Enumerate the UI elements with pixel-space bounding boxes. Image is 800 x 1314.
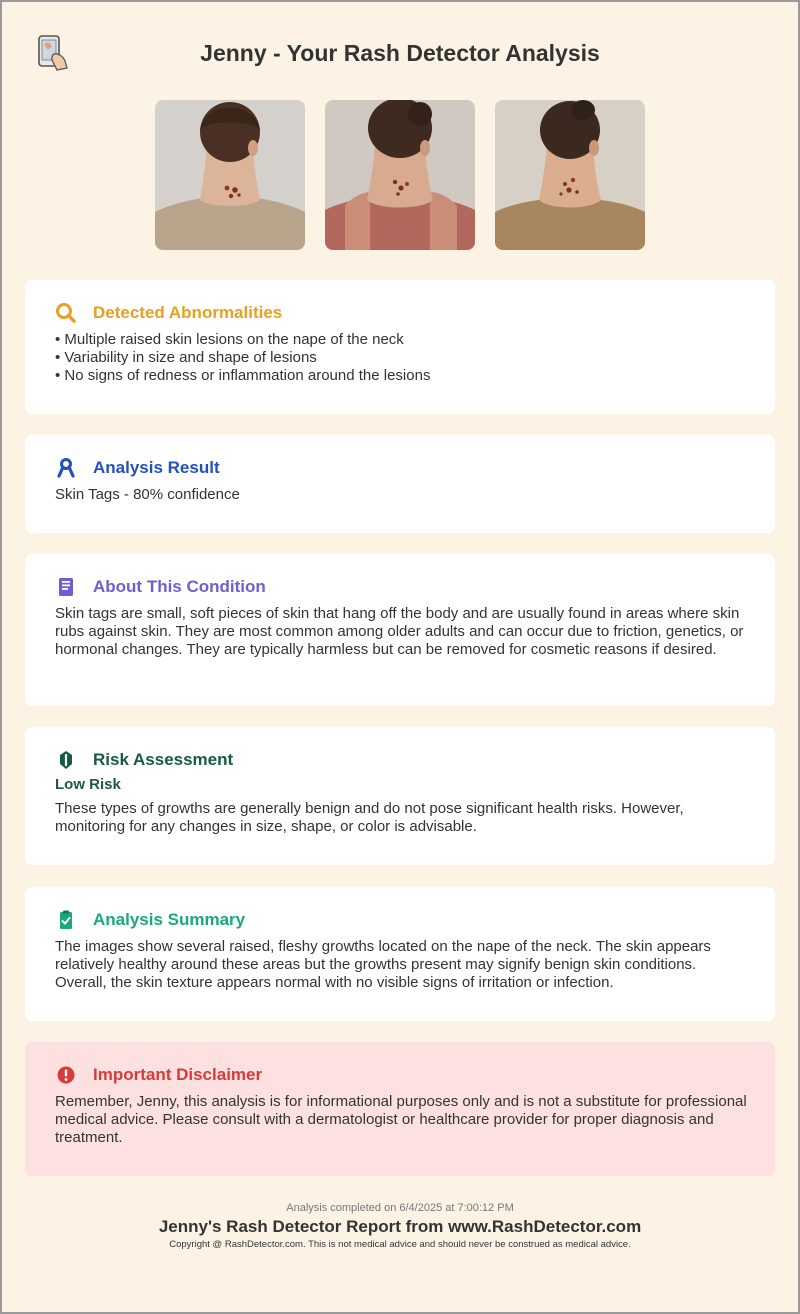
abnormalities-card <box>25 280 775 414</box>
neck-photo-1[interactable] <box>155 100 305 250</box>
risk-level: Low Risk <box>55 776 121 793</box>
analysis-result-heading: Analysis Result <box>93 458 220 477</box>
disclaimer-heading: Important Disclaimer <box>93 1065 263 1084</box>
clipboard-check-icon <box>55 909 77 931</box>
abnormalities-heading: Detected Abnormalities <box>93 303 283 322</box>
magnifier-icon <box>55 302 77 324</box>
footer-title: Jenny's Rash Detector Report from www.RashDetector.com <box>158 1217 642 1236</box>
page-title: Jenny - Your Rash Detector Analysis <box>200 40 600 66</box>
list-item: • Multiple raised skin lesions on the nape of the neck <box>55 331 404 348</box>
about-condition-card <box>25 554 775 706</box>
completed-timestamp: Analysis completed on 6/4/2025 at 7:00:12 PM <box>286 1202 514 1214</box>
analysis-result-card <box>25 435 775 533</box>
disclaimer-text: Remember, Jenny, this analysis is for informational purposes only and is not a substitute for professional medical advice. Please consult with a dermatologist or healthcare provider for proper diagnosis and treatment. <box>55 1093 747 1146</box>
shield-icon <box>55 749 77 771</box>
neck-photo-2[interactable] <box>325 100 475 250</box>
alert-icon <box>55 1064 77 1086</box>
neck-photo-3[interactable] <box>495 100 645 250</box>
book-icon <box>55 576 77 598</box>
analysis-result-text: Skin Tags - 80% confidence <box>55 486 240 503</box>
risk-assessment-heading: Risk Assessment <box>93 750 234 769</box>
about-condition-heading: About This Condition <box>93 577 266 596</box>
list-item: • Variability in size and shape of lesions <box>55 349 317 366</box>
copyright-notice: Copyright @ RashDetector.com. This is not medical advice and should never be construed as medical advice. <box>169 1239 631 1250</box>
ribbon-icon <box>55 457 77 479</box>
report-page <box>2 2 798 1312</box>
risk-assessment-text: These types of growths are generally benign and do not pose significant health risks. However, monitoring for any changes in size, shape, or color is advisable. <box>55 800 684 835</box>
disclaimer-card <box>25 1042 775 1176</box>
about-condition-text: Skin tags are small, soft pieces of skin that hang off the body and are usually found in areas where skin rubs against skin. They are most common among older adults and can occur due to friction, genetics, or hormonal changes. They are typically harmless but can be removed for cosmetic reasons if desired. <box>55 605 744 658</box>
list-item: • No signs of redness or inflammation around the lesions <box>55 367 431 384</box>
analysis-summary-card <box>25 887 775 1021</box>
analysis-summary-heading: Analysis Summary <box>93 910 246 929</box>
abnormalities-list <box>55 331 747 385</box>
risk-assessment-card <box>25 727 775 865</box>
analysis-summary-text: The images show several raised, fleshy growths located on the nape of the neck. The skin appears relatively healthy around these areas but the growths present may signify benign skin conditions. Overall, the skin texture appears normal with no visible signs of irritation or infection. <box>55 938 711 991</box>
